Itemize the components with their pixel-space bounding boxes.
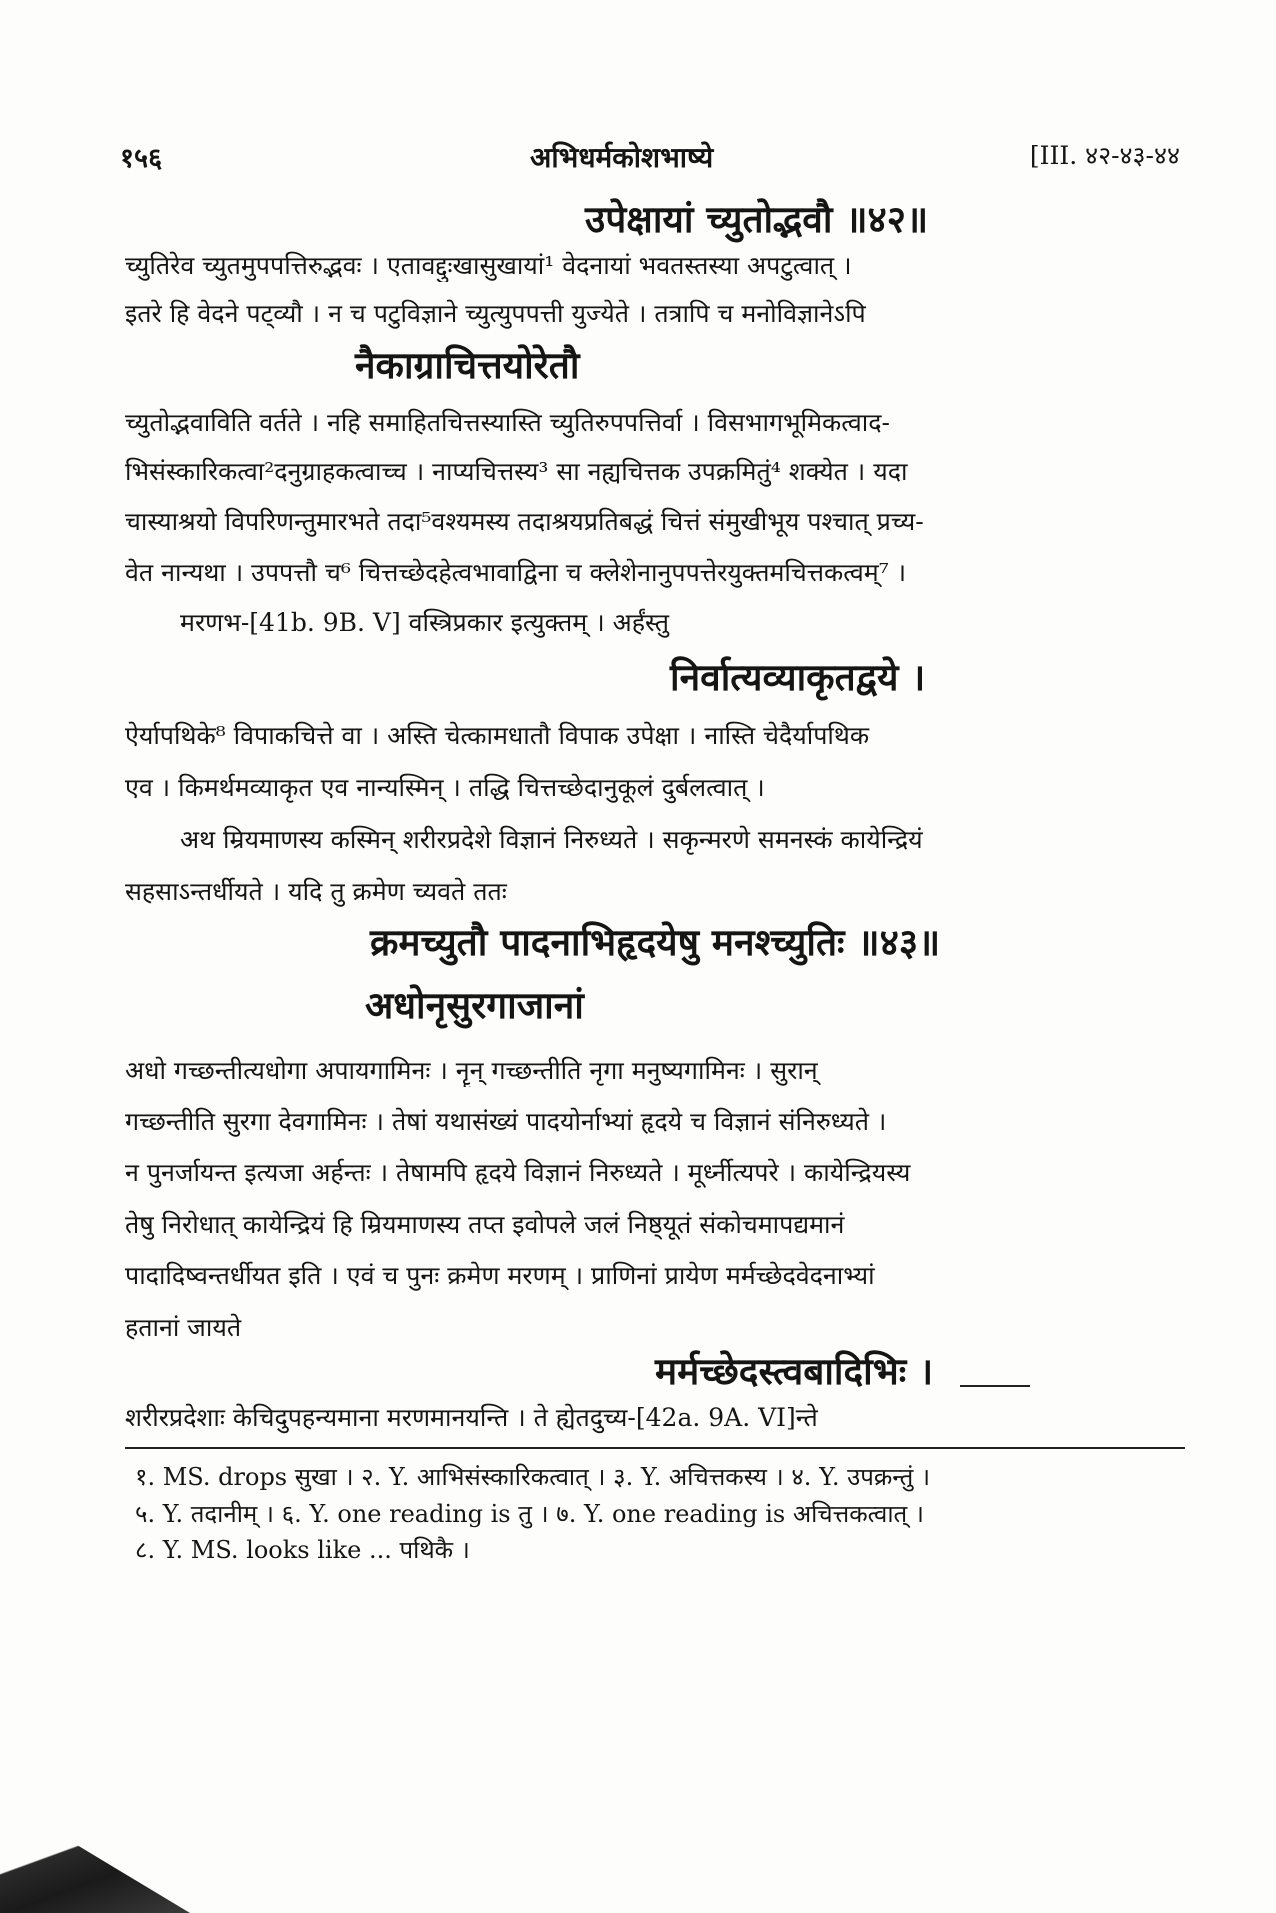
commentary-line: तेषु निरोधात् कायेन्द्रियं हि म्रियमाणस्य तप्त इवोपले जलं निष्ठ्यूतं संकोचमापद्यमानं (125, 1210, 845, 1239)
page-number: १५६ (120, 143, 163, 174)
commentary-line: अधो गच्छन्तीत्यधोगा अपायगामिनः । नॄन् गच्छन्तीति नृगा मनुष्यगामिनः । सुरान् (125, 1056, 818, 1085)
commentary-line: च्युतिरेव च्युतमुपपत्तिरुद्भवः । एतावद्दुःखासुखायां¹ वेदनायां भवतस्तस्या अपटुत्वात् । (125, 251, 852, 280)
commentary-line: ऐर्यापथिके⁸ विपाकचित्ते वा । अस्ति चेत्कामधातौ विपाक उपेक्षा । नास्ति चेदैर्यापथिक (125, 721, 870, 750)
commentary-line: पादादिष्वन्तर्धीयत इति । एवं च पुनः क्रमेण मरणम् । प्राणिनां प्रायेण मर्मच्छेदवेदनाभ्यां (125, 1261, 875, 1290)
commentary-line: वेत नान्यथा । उपपत्तौ च⁶ चित्तच्छेदहेत्वभावाद्विना च क्लेशेनानुपपत्तेरयुक्तमचित्तकत्वम्⁷ । (125, 558, 907, 587)
commentary-line: शरीरप्रदेशाः केचिदुपहन्यमाना मरणमानयन्ति । ते ह्येतदुच्य-[42a. 9A. VI]न्ते (125, 1403, 818, 1432)
commentary-line: एव । किमर्थमव्याकृत एव नान्यस्मिन् । तद्धि चित्तच्छेदानुकूलं दुर्बलत्वात् । (125, 773, 765, 802)
commentary-line: अथ म्रियमाणस्य कस्मिन् शरीरप्रदेशे विज्ञानं निरुध्यते । सकृन्मरणे समनस्कं कायेन्द्रियं (180, 825, 923, 854)
karika-verse: मर्मच्छेदस्त्वबादिभिः । (655, 1349, 934, 1393)
underline-mark (960, 1385, 1030, 1387)
footnote-line: १. MS. drops सुखा । २. Y. आभिसंस्कारिकत्वात् । ३. Y. अचित्तकस्य । ४. Y. उपक्रन्तुं । (135, 1463, 931, 1491)
commentary-line: च्युतोद्भवाविति वर्तते । नहि समाहितचित्तस्यास्ति च्युतिरुपपत्तिर्वा । विसभागभूमिकत्वाद- (125, 408, 890, 437)
karika-verse: उपेक्षायां च्युतोद्भवौ ॥४२॥ (585, 197, 929, 241)
running-title: अभिधर्मकोशभाष्ये (530, 141, 714, 174)
commentary-line: न पुनर्जायन्त इत्यजा अर्हन्तः । तेषामपि हृदये विज्ञानं निरुध्यते । मूर्ध्नीत्यपरे । कायेन्द्रियस्य (125, 1158, 911, 1187)
commentary-line: भिसंस्कारिकत्वा²दनुग्राहकत्वाच्च । नाप्यचित्तस्य³ सा नह्यचित्तक उपक्रमितुं⁴ शक्येत । यदा (125, 457, 908, 486)
commentary-line: हतानां जायते (125, 1313, 242, 1342)
footnote-line: ८. Y. MS. looks like ... पथिकै । (135, 1536, 470, 1564)
karika-verse: निर्वात्यव्याकृतद्वये । (670, 655, 926, 699)
footnote-divider (125, 1447, 1185, 1449)
footnote-line: ५. Y. तदानीम् । ६. Y. one reading is तु । ७. Y. one reading is अचित्तकत्वात् । (135, 1500, 924, 1528)
commentary-line: चास्याश्रयो विपरिणन्तुमारभते तदा⁵वश्यमस्य तदाश्रयप्रतिबद्धं चित्तं संमुखीभूय पश्चात् प्रच्य- (125, 507, 924, 536)
karika-verse: अधोनृसुरगाजानां (365, 983, 584, 1027)
scan-shadow (0, 1815, 190, 1913)
running-header (120, 138, 1180, 182)
karika-verse: क्रमच्युतौ पादनाभिहृदयेषु मनश्च्युतिः ॥४३॥ (370, 920, 941, 964)
commentary-line: गच्छन्तीति सुरगा देवगामिनः । तेषां यथासंख्यं पादयोर्नाभ्यां हृदये च विज्ञानं संनिरुध्यते । (125, 1107, 887, 1136)
commentary-line: इतरे हि वेदने पट्व्यौ । न च पटुविज्ञाने च्युत्युपपत्ती युज्येते । तत्रापि च मनोविज्ञानेऽपि (125, 299, 866, 328)
section-reference: [III. ४२-४३-४४ (1029, 141, 1180, 170)
commentary-line: मरणभ-[41b. 9B. V] वस्त्रिप्रकार इत्युक्तम् । अर्हंस्तु (180, 608, 669, 637)
karika-verse: नैकाग्राचित्तयोरेतौ (355, 343, 580, 387)
commentary-line: सहसाऽन्तर्धीयते । यदि तु क्रमेण च्यवते ततः (125, 877, 507, 906)
